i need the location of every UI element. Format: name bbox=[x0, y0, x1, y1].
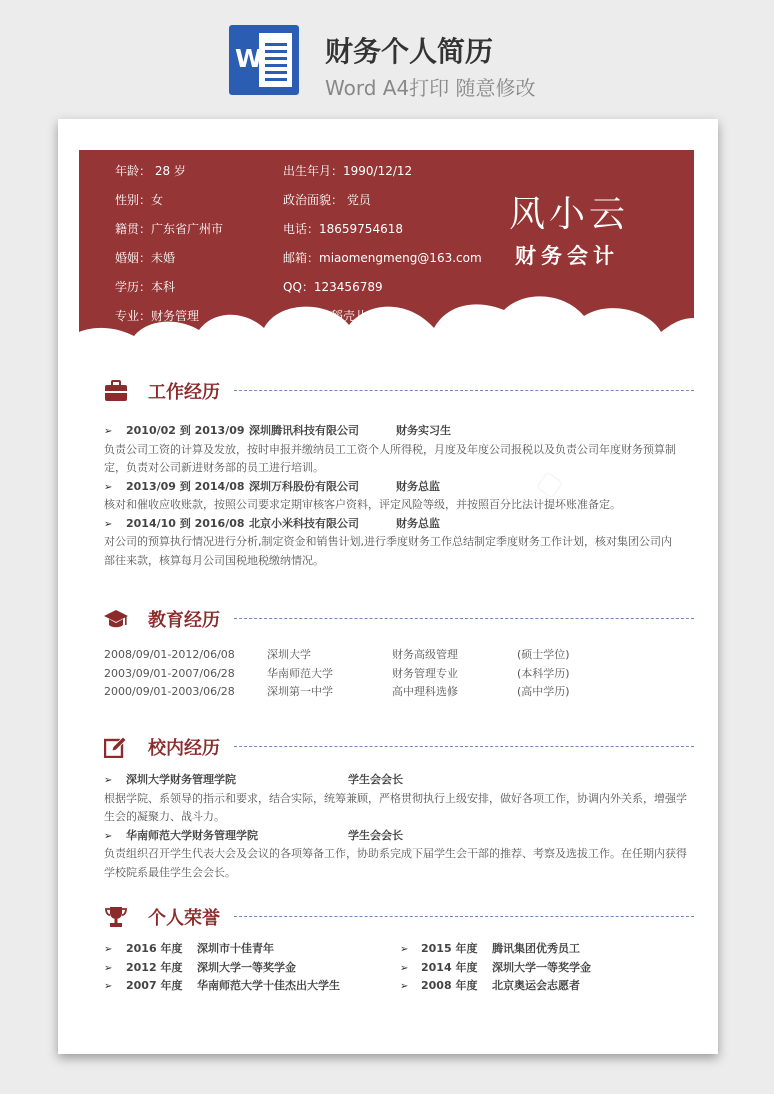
work-desc: 部往来款，核算每月公司国税地税缴纳情况。 bbox=[104, 553, 324, 567]
section-divider bbox=[234, 916, 694, 917]
banner-subtitle: Word A4打印 随意修改 bbox=[325, 76, 536, 100]
honor-row: ➢ 2007 年度 华南师范大学十佳杰出大学生 ➢ 2008 年度 北京奥运会志愿者 bbox=[104, 977, 696, 996]
campus-item-heading: ➢ 深圳大学财务管理学院 学生会会长 bbox=[104, 771, 696, 790]
campus-title: 学生会会长 bbox=[348, 828, 403, 842]
work-title: 财务实习生 bbox=[396, 424, 451, 437]
resume-page bbox=[58, 119, 718, 1054]
campus-list bbox=[104, 771, 696, 882]
info-email: 邮箱：miaomengmeng@163.com bbox=[283, 251, 482, 265]
edu-school: 深圳第一中学 bbox=[267, 685, 333, 698]
honor-name: 深圳大学一等奖学金 bbox=[197, 960, 296, 974]
work-desc: 核对和催收应收账款，按照公司要求定期审核客户资料，评定风险等级，并按照百分比法计提坏账准备定。 bbox=[104, 498, 621, 511]
honor-year: 2015 年度 bbox=[421, 942, 478, 955]
honor-year: 2012 年度 bbox=[126, 960, 183, 974]
work-title: 财务总监 bbox=[396, 479, 440, 493]
info-hometown: 籍贯：广东省广州市 bbox=[115, 222, 224, 236]
honor-name: 华南师范大学十佳杰出大学生 bbox=[197, 979, 340, 992]
trophy-icon bbox=[104, 906, 128, 928]
honor-year: 2016 年度 bbox=[126, 942, 183, 955]
graduation-cap-icon bbox=[104, 608, 128, 630]
section-divider bbox=[234, 390, 694, 391]
section-divider bbox=[234, 618, 694, 619]
info-gender: 性别：女 bbox=[115, 193, 164, 207]
campus-title: 学生会会长 bbox=[348, 773, 403, 786]
edu-degree: (本科学历) bbox=[517, 666, 570, 680]
honor-row: ➢ 2016 年度 深圳市十佳青年 ➢ 2015 年度 腾讯集团优秀员工 bbox=[104, 940, 696, 959]
work-period: 2014/10 到 2016/08 bbox=[126, 516, 245, 530]
section-work-header bbox=[104, 377, 694, 405]
section-campus-header bbox=[104, 733, 694, 761]
section-honor-header bbox=[104, 903, 694, 931]
info-political: 政治面貌： 党员 bbox=[283, 193, 371, 207]
work-company: 北京小米科技有限公司 bbox=[249, 516, 359, 530]
work-desc: 对公司的预算执行情况进行分析,制定资金和销售计划,进行季度财务工作总结制定季度财务工作计划，核对集团公司内 bbox=[104, 535, 672, 548]
work-desc: 定，负责对公司新进财务部的员工进行培训。 bbox=[104, 461, 324, 474]
campus-item-heading: ➢ 华南师范大学财务管理学院 学生会会长 bbox=[104, 827, 696, 846]
info-major: 专业：财务管理 bbox=[115, 309, 200, 323]
edu-school: 深圳大学 bbox=[267, 648, 311, 661]
campus-desc: 负责组织召开学生代表大会及会议的各项筹备工作，协助系完成下届学生会干部的推荐、考察及选拔工作。在任期内获得 bbox=[104, 847, 687, 860]
candidate-name: 风小云 bbox=[509, 194, 630, 235]
work-company: 深圳腾讯科技有限公司 bbox=[249, 424, 359, 437]
campus-desc: 生会的凝聚力、战斗力。 bbox=[104, 810, 225, 823]
honor-year: 2008 年度 bbox=[421, 979, 478, 992]
campus-desc: 根据学院、系领导的指示和要求，结合实际，统筹兼顾，严格贯彻执行上级安排，做好各项工作，协调内外关系，增强学 bbox=[104, 791, 687, 805]
word-logo-icon bbox=[229, 25, 299, 95]
info-age: 年龄： 28 岁 bbox=[115, 164, 186, 178]
watermark: ▢ bbox=[531, 464, 569, 504]
edu-school: 华南师范大学 bbox=[267, 666, 333, 680]
section-edu-title: 教育经历 bbox=[148, 610, 220, 631]
briefcase-icon bbox=[104, 380, 128, 402]
candidate-role: 财务会计 bbox=[515, 244, 619, 268]
edu-row bbox=[104, 646, 696, 665]
work-desc: 负责公司工资的计算及发放，按时申报并缴纳员工工资个人所得税，月度及年度公司报税以及负责公司年度财务预算制 bbox=[104, 442, 676, 456]
edu-degree: (硕士学位) bbox=[517, 648, 570, 661]
work-title: 财务总监 bbox=[396, 516, 440, 530]
info-qq: QQ：123456789 bbox=[283, 280, 383, 294]
word-logo-letter: W bbox=[235, 44, 263, 73]
info-phone: 电话：18659754618 bbox=[283, 222, 403, 236]
edu-period: 2003/09/01-2007/06/28 bbox=[104, 666, 235, 680]
education-list bbox=[104, 646, 696, 702]
work-period: 2010/02 到 2013/09 bbox=[126, 424, 245, 437]
edu-major: 高中理科选修 bbox=[392, 685, 458, 698]
honor-year: 2014 年度 bbox=[421, 960, 478, 974]
info-wechat: 微信号：稻壳儿 bbox=[283, 309, 368, 323]
info-degree: 学历：本科 bbox=[115, 280, 176, 294]
edu-row bbox=[104, 683, 696, 702]
section-divider bbox=[234, 746, 694, 747]
work-period: 2013/09 到 2014/08 bbox=[126, 479, 245, 493]
section-honor-title: 个人荣誉 bbox=[148, 908, 220, 929]
work-list bbox=[104, 422, 696, 570]
section-campus-title: 校内经历 bbox=[148, 738, 220, 759]
edu-period: 2000/09/01-2003/06/28 bbox=[104, 685, 235, 698]
campus-org: 华南师范大学财务管理学院 bbox=[126, 828, 258, 842]
resume-header bbox=[79, 150, 694, 355]
info-birth: 出生年月：1990/12/12 bbox=[283, 164, 413, 178]
work-item-heading: ➢ 2014/10 到 2016/08 北京小米科技有限公司 财务总监 bbox=[104, 515, 696, 534]
section-work-title: 工作经历 bbox=[148, 382, 220, 403]
honor-list bbox=[104, 940, 696, 996]
edu-period: 2008/09/01-2012/06/08 bbox=[104, 648, 235, 661]
honor-name: 北京奥运会志愿者 bbox=[492, 979, 580, 992]
edu-degree: (高中学历) bbox=[517, 685, 570, 698]
edu-row bbox=[104, 665, 696, 684]
honor-name: 深圳市十佳青年 bbox=[197, 942, 274, 955]
honor-name: 深圳大学一等奖学金 bbox=[492, 960, 591, 974]
banner bbox=[0, 0, 774, 110]
edu-major: 财务高级管理 bbox=[392, 648, 458, 661]
campus-org: 深圳大学财务管理学院 bbox=[126, 773, 236, 786]
work-item-heading: ➢ 2010/02 到 2013/09 深圳腾讯科技有限公司 财务实习生 bbox=[104, 422, 696, 441]
work-item-heading: ➢ 2013/09 到 2014/08 深圳万科股份有限公司 财务总监 bbox=[104, 478, 696, 497]
campus-desc: 学校院系最佳学生会会长。 bbox=[104, 865, 236, 879]
section-edu-header bbox=[104, 605, 694, 633]
honor-name: 腾讯集团优秀员工 bbox=[492, 942, 580, 955]
honor-year: 2007 年度 bbox=[126, 979, 183, 992]
edit-icon bbox=[104, 736, 128, 758]
info-marital: 婚姻：未婚 bbox=[115, 251, 176, 265]
work-company: 深圳万科股份有限公司 bbox=[249, 479, 359, 493]
banner-title: 财务个人简历 bbox=[325, 35, 494, 68]
honor-row: ➢ 2012 年度 深圳大学一等奖学金 ➢ 2014 年度 深圳大学一等奖学金 bbox=[104, 959, 696, 978]
edu-major: 财务管理专业 bbox=[392, 666, 458, 680]
